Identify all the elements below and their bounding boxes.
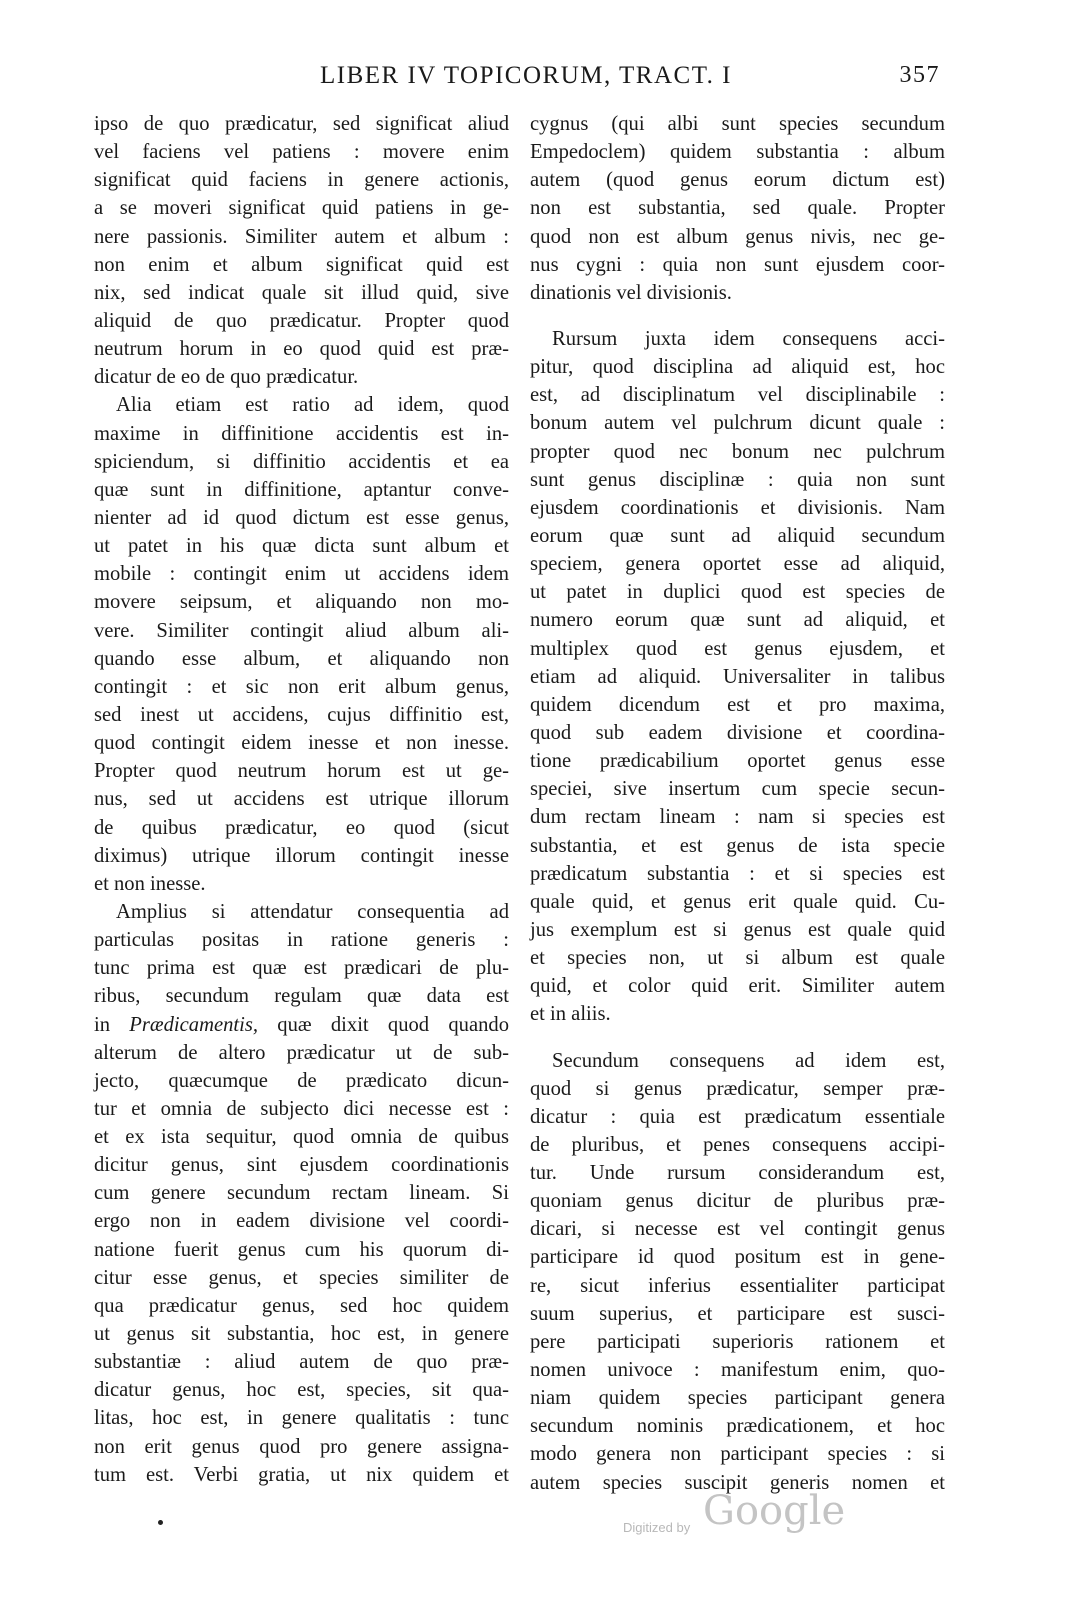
text-line: numero eorum quæ sunt ad aliquid, et bbox=[530, 609, 945, 632]
text-line: sed inest ut accidens, cujus diffinitio est, bbox=[94, 703, 509, 726]
text-line: quando esse album, et aliquando non bbox=[94, 647, 509, 670]
ink-speck bbox=[158, 1520, 163, 1525]
google-logo: Google bbox=[703, 1488, 846, 1534]
text-line: de pluribus, et penes consequens accipi- bbox=[530, 1133, 945, 1156]
text-line: mobile : contingit enim ut accidens idem bbox=[94, 563, 509, 586]
text-line: alterum de altero prædicatur ut de sub- bbox=[94, 1041, 509, 1064]
text-line: speciei, sive insertum cum specie secun- bbox=[530, 778, 945, 801]
text-line: autem (quod genus eorum dictum est) bbox=[530, 169, 945, 192]
text-line: speciem, genera oportet esse ad aliquid, bbox=[530, 553, 945, 576]
text-line: litas, hoc est, in genere qualitatis : tunc bbox=[94, 1407, 509, 1430]
text-line: dinationis vel divisionis. bbox=[530, 281, 732, 304]
text-line: nus, sed ut accidens est utrique illorum bbox=[94, 788, 509, 811]
text-line: Propter quod neutrum horum est ut ge- bbox=[94, 760, 509, 783]
text-line: non est substantia, sed quale. Propter bbox=[530, 197, 945, 220]
text-line: natione fuerit genus cum his quorum di- bbox=[94, 1238, 509, 1261]
text-line: ergo non in eadem divisione vel coordi- bbox=[94, 1210, 509, 1233]
text-line: quidem dicendum est et pro maxima, bbox=[530, 693, 945, 716]
text-line: tur et omnia de subjecto dici necesse est : bbox=[94, 1097, 509, 1120]
text-line: suum superius, et participare est susci- bbox=[530, 1302, 945, 1325]
left-text-column bbox=[94, 110, 509, 1489]
text-line: nere passionis. Similiter autem et album : bbox=[94, 225, 509, 248]
italic-work-title: Prædicamentis, bbox=[129, 1013, 258, 1036]
text-line: tunc prima est quæ est prædicari de plu- bbox=[94, 957, 509, 980]
text-line: quod sub eadem divisione et coordina- bbox=[530, 721, 945, 744]
text-line: quoniam genus dicitur de pluribus præ- bbox=[530, 1190, 945, 1213]
text-line: multiplex quod est genus ejusdem, et bbox=[530, 637, 945, 660]
text-line: quod non est album genus nivis, nec ge- bbox=[530, 225, 945, 248]
text-line: sunt genus disciplinæ : quia non sunt bbox=[530, 468, 945, 491]
text-line: modo genera non participant species : si bbox=[530, 1443, 945, 1466]
text-line: dicatur : quia est prædicatum essentiale bbox=[530, 1105, 945, 1128]
digitized-watermark bbox=[623, 1488, 883, 1548]
text-line: propter quod nec bonum nec pulchrum bbox=[530, 440, 945, 463]
text-line: ut patet in his quæ dicta sunt album et bbox=[94, 535, 509, 558]
text-line: et species non, ut si album est quale bbox=[530, 947, 945, 970]
text-line: pitur, quod disciplina ad aliquid est, hoc bbox=[530, 356, 945, 379]
text-line: dicatur de eo de quo prædicatur. bbox=[94, 366, 359, 389]
text-line: bonum autem vel pulchrum dicunt quale : bbox=[530, 412, 945, 435]
watermark-prefix: Digitized by bbox=[623, 1520, 691, 1535]
text-line: jus exemplum est si genus est quale quid bbox=[530, 918, 945, 941]
text-line: secundum nominis prædicationem, et hoc bbox=[530, 1415, 945, 1438]
text-line: diximus) utrique illorum contingit inesse bbox=[94, 844, 509, 867]
text-line: participare id quod positum est in gene- bbox=[530, 1246, 945, 1269]
text-line: particulas positas in ratione generis : bbox=[94, 929, 509, 952]
text-line: Alia etiam est ratio ad idem, quod bbox=[116, 394, 509, 417]
text-line: nomen univoce : manifestum enim, quo- bbox=[530, 1359, 945, 1382]
text-line: de quibus prædicatur, eo quod (sicut bbox=[94, 816, 509, 839]
text-line: ipso de quo prædicatur, sed significat aliud bbox=[94, 113, 509, 135]
text-line: quid, et color quid erit. Similiter autem bbox=[530, 975, 945, 998]
text-line: maxime in diffinitione accidentis est in- bbox=[94, 422, 509, 445]
text-line: ejusdem coordinationis et divisionis. Nam bbox=[530, 496, 945, 519]
text-line: cum genere secundum rectam lineam. Si bbox=[94, 1182, 509, 1205]
text-line: prædicatum substantia : et si species est bbox=[530, 862, 945, 885]
paragraph-gap bbox=[530, 1029, 945, 1047]
text-line: dicitur genus, sint ejusdem coordinationis bbox=[94, 1154, 509, 1177]
running-header bbox=[320, 62, 940, 98]
text-line: aliquid de quo prædicatur. Propter quod bbox=[94, 309, 509, 332]
text-line: contingit : et sic non erit album genus, bbox=[94, 675, 509, 698]
text-line: et non inesse. bbox=[94, 872, 206, 895]
text-line: substantiæ : aliud autem de quo præ- bbox=[94, 1351, 509, 1374]
text-line: tur. Unde rursum considerandum est, bbox=[530, 1162, 945, 1185]
text-line: quod contingit eidem inesse et non inesse. bbox=[94, 732, 509, 755]
text-line: non enim et album significat quid est bbox=[94, 253, 509, 276]
text-line: dicari, si necesse est vel contingit genus bbox=[530, 1218, 945, 1241]
text-line: ribus, secundum regulam quæ data est bbox=[94, 985, 509, 1008]
text-line: Secundum consequens ad idem est, bbox=[552, 1049, 945, 1072]
text-line: nus cygni : quia non sunt ejusdem coor- bbox=[530, 253, 945, 276]
text-line: ut genus sit substantia, hoc est, in genere bbox=[94, 1323, 509, 1346]
text-line: re, sicut inferius essentialiter participat bbox=[530, 1274, 945, 1297]
text-line: ut patet in duplici quod est species de bbox=[530, 581, 945, 604]
text-line: cygnus (qui albi sunt species secundum bbox=[530, 113, 945, 135]
text-line: tum est. Verbi gratia, ut nix quidem et bbox=[94, 1463, 509, 1486]
text-line: spiciendum, si diffinitio accidentis et ea bbox=[94, 450, 509, 473]
text-line: neutrum horum in eo quod quid est præ- bbox=[94, 338, 509, 361]
text-line: vel faciens vel patiens : movere enim bbox=[94, 141, 509, 164]
text-line: movere seipsum, et aliquando non mo- bbox=[94, 591, 509, 614]
page-number: 357 bbox=[899, 62, 940, 88]
text-line: etiam ad aliquid. Universaliter in talibus bbox=[530, 665, 945, 688]
text-line: quæ sunt in diffinitione, aptantur conve- bbox=[94, 478, 509, 501]
text-line: significat quid faciens in genere actionis, bbox=[94, 169, 509, 192]
text-line: est, ad disciplinatum vel disciplinabile : bbox=[530, 384, 945, 407]
text-line: pere participati superioris rationem et bbox=[530, 1330, 945, 1353]
text-line: niam quidem species participant genera bbox=[530, 1387, 945, 1410]
text-line: quale quid, et genus erit quale quid. Cu- bbox=[530, 890, 945, 913]
text-line: eorum quæ sunt ad aliquid secundum bbox=[530, 524, 945, 547]
text-line: a se moveri significat quid patiens in ge- bbox=[94, 197, 509, 220]
text-line: dum rectam lineam : nam si species est bbox=[530, 806, 945, 829]
text-line: jecto, quæcumque de prædicato dicun- bbox=[94, 1069, 509, 1092]
text-line: nienter ad id quod dictum est esse genus, bbox=[94, 506, 509, 529]
right-text-column bbox=[530, 110, 945, 1497]
text-line: Empedoclem) quidem substantia : album bbox=[530, 141, 945, 164]
text-line: Amplius si attendatur consequentia ad bbox=[116, 900, 509, 923]
running-title: LIBER IV TOPICORUM, TRACT. I bbox=[320, 62, 732, 89]
paragraph-gap bbox=[530, 307, 945, 325]
text-line: qua prædicatur genus, sed hoc quidem bbox=[94, 1294, 509, 1317]
text-line: citur esse genus, et species similiter de bbox=[94, 1266, 509, 1289]
text-line: et in aliis. bbox=[530, 1003, 611, 1026]
text-line: vere. Similiter contingit aliud album ali- bbox=[94, 619, 509, 642]
text-line: et ex ista sequitur, quod omnia de quibus bbox=[94, 1126, 509, 1149]
text-line: Rursum juxta idem consequens acci- bbox=[552, 327, 945, 350]
text-line: substantia, et est genus de ista specie bbox=[530, 834, 945, 857]
text-line: nix, sed indicat quale sit illud quid, sive bbox=[94, 281, 509, 304]
text-line: quod si genus prædicatur, semper præ- bbox=[530, 1077, 945, 1100]
text-line: tione prædicabilium oportet genus esse bbox=[530, 750, 945, 773]
text-line: dicatur genus, hoc est, species, sit qua- bbox=[94, 1379, 509, 1402]
text-line: autem species suscipit generis nomen et bbox=[530, 1471, 945, 1494]
text-line: in Prædicamentis, quæ dixit quod quando bbox=[94, 1013, 509, 1036]
text-line: non erit genus quod pro genere assigna- bbox=[94, 1435, 509, 1458]
